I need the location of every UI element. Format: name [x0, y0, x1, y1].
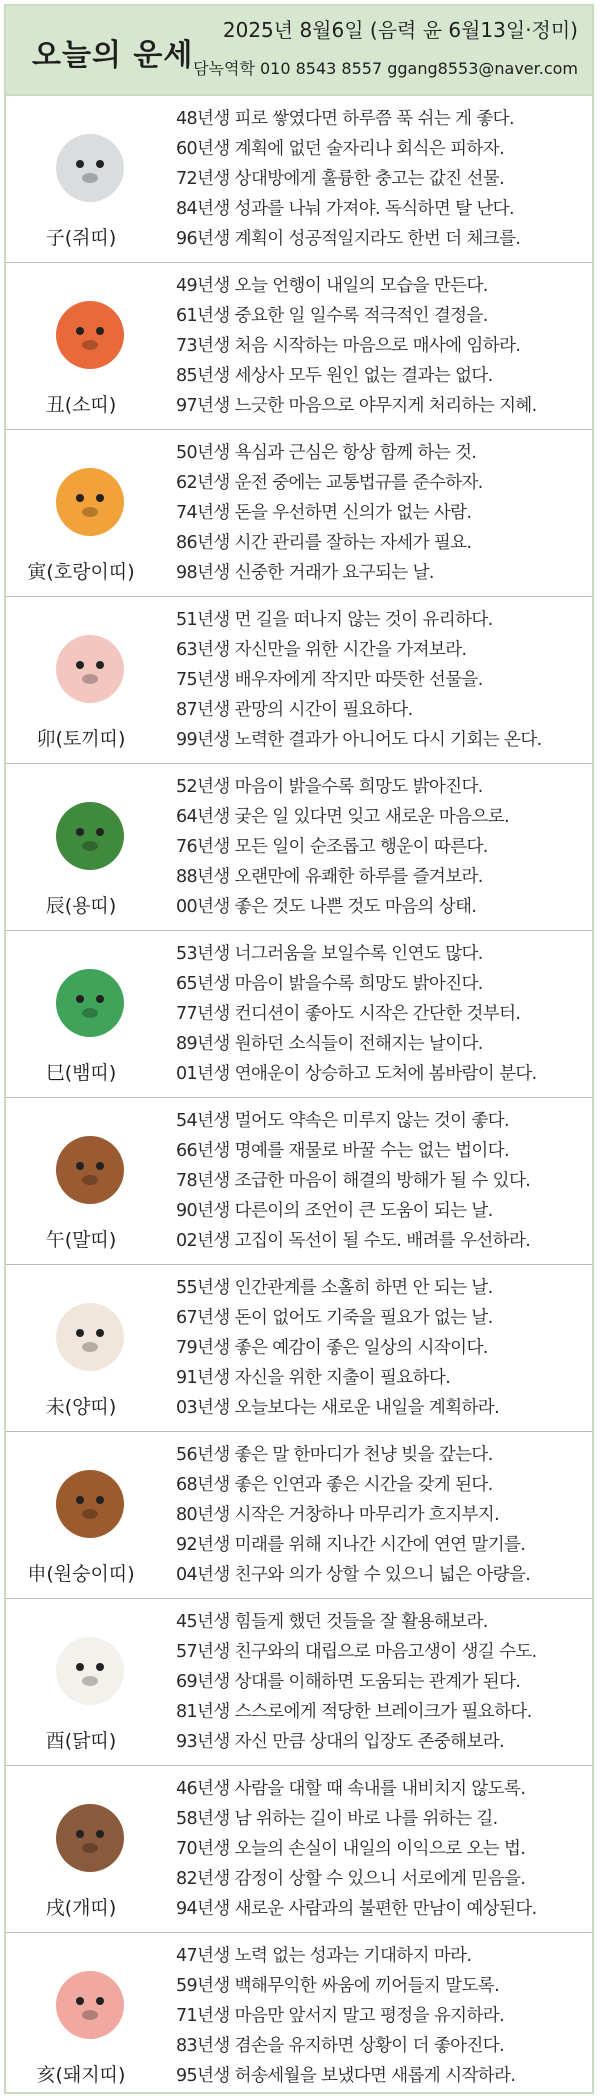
zodiac-animal — [6, 1933, 156, 2099]
fortune-line: 59년생 백해무익한 싸움에 끼어들지 말도록. — [176, 1976, 500, 1996]
fortune-line: 04년생 친구와 의가 상할 수 있으니 넓은 아량을. — [176, 1565, 531, 1585]
fortune-lines — [176, 939, 586, 1089]
zodiac-animal — [6, 1599, 156, 1765]
fortune-lines — [176, 1941, 586, 2091]
fortune-line: 91년생 자신을 위한 지출이 필요하다. — [176, 1368, 451, 1388]
fortune-line: 79년생 좋은 예감이 좋은 일상의 시작이다. — [176, 1338, 488, 1358]
header — [6, 6, 592, 96]
zodiac-row — [6, 1098, 592, 1265]
fortune-line: 81년생 스스로에게 적당한 브레이크가 필요하다. — [176, 1702, 532, 1722]
zodiac-label: 子(쥐띠) — [45, 227, 117, 249]
fortune-line: 96년생 계획이 성공적일지라도 한번 더 체크를. — [176, 229, 521, 249]
fortune-line: 56년생 좋은 말 한마디가 천냥 빚을 갚는다. — [176, 1445, 493, 1465]
fortune-line: 80년생 시작은 거창하나 마무리가 흐지부지. — [176, 1505, 500, 1525]
zodiac-label: 卯(토끼띠) — [36, 728, 126, 750]
fortune-line: 03년생 오늘보다는 새로운 내일을 계획하라. — [176, 1398, 500, 1418]
fortune-lines — [176, 1440, 586, 1590]
fortune-line: 45년생 힘들게 했던 것들을 잘 활용해보라. — [176, 1612, 488, 1632]
fortune-line: 70년생 오늘의 손실이 내일의 이익으로 오는 법. — [176, 1839, 526, 1859]
zodiac-animal — [6, 263, 156, 429]
fortune-line: 73년생 처음 시작하는 마음으로 매사에 임하라. — [176, 336, 521, 356]
fortune-line: 85년생 세상사 모두 원인 없는 결과는 없다. — [176, 366, 493, 386]
fortune-line: 77년생 컨디션이 좋아도 시작은 간단한 것부터. — [176, 1004, 521, 1024]
fortune-line: 99년생 노력한 결과가 아니어도 다시 기회는 온다. — [176, 730, 542, 750]
zodiac-label: 亥(돼지띠) — [36, 2064, 126, 2086]
zodiac-row — [6, 931, 592, 1098]
tiger-icon — [56, 468, 124, 536]
fortune-line: 50년생 욕심과 근심은 항상 함께 하는 것. — [176, 443, 477, 463]
fortune-lines — [176, 605, 586, 755]
fortune-line: 88년생 오랜만에 유쾌한 하루를 즐겨보라. — [176, 867, 483, 887]
fortune-line: 01년생 연애운이 상승하고 도처에 봄바람이 분다. — [176, 1064, 537, 1084]
zodiac-label: 巳(뱀띠) — [45, 1062, 117, 1084]
dog-icon — [56, 1804, 124, 1872]
zodiac-row — [6, 1766, 592, 1933]
fortune-line: 98년생 신중한 거래가 요구되는 날. — [176, 563, 434, 583]
zodiac-label: 丑(소띠) — [45, 394, 117, 416]
fortune-line: 90년생 다른이의 조언이 큰 도움이 되는 날. — [176, 1201, 493, 1221]
zodiac-row — [6, 1933, 592, 2099]
zodiac-row — [6, 1265, 592, 1432]
fortune-line: 58년생 남 위하는 길이 바로 나를 위하는 길. — [176, 1809, 498, 1829]
fortune-line: 84년생 성과를 나눠 가져야. 독식하면 탈 난다. — [176, 199, 514, 219]
fortune-line: 64년생 궂은 일 있다면 잊고 새로운 마음으로. — [176, 807, 509, 827]
zodiac-label: 未(양띠) — [45, 1396, 117, 1418]
dragon-icon — [56, 802, 124, 870]
zodiac-row — [6, 597, 592, 764]
fortune-line: 65년생 마음이 밝을수록 희망도 밝아진다. — [176, 974, 483, 994]
zodiac-row — [6, 1432, 592, 1599]
fortune-line: 48년생 피로 쌓였다면 하루쯤 푹 쉬는 게 좋다. — [176, 109, 514, 129]
zodiac-animal — [6, 931, 156, 1097]
zodiac-animal — [6, 96, 156, 262]
horse-icon — [56, 1136, 124, 1204]
fortune-lines — [176, 772, 586, 922]
page-title: 오늘의 운세 — [32, 38, 194, 73]
fortune-line: 67년생 돈이 없어도 기죽을 필요가 없는 날. — [176, 1308, 493, 1328]
fortune-line: 54년생 멀어도 약속은 미루지 않는 것이 좋다. — [176, 1111, 509, 1131]
fortune-line: 74년생 돈을 우선하면 신의가 없는 사람. — [176, 503, 472, 523]
fortune-line: 83년생 겸손을 유지하면 상황이 더 좋아진다. — [176, 2036, 505, 2056]
fortune-line: 95년생 허송세월을 보냈다면 새롭게 시작하라. — [176, 2066, 516, 2086]
fortune-lines — [176, 271, 586, 421]
fortune-line: 63년생 자신만을 위한 시간을 가져보라. — [176, 640, 467, 660]
fortune-panel — [4, 4, 594, 2094]
fortune-line: 89년생 원하던 소식들이 전해지는 날이다. — [176, 1034, 483, 1054]
pig-icon — [56, 1971, 124, 2039]
fortune-line: 92년생 미래를 위해 지나간 시간에 연연 말기를. — [176, 1535, 526, 1555]
fortune-lines — [176, 438, 586, 588]
rat-icon — [56, 134, 124, 202]
zodiac-animal — [6, 597, 156, 763]
sheep-icon — [56, 1303, 124, 1371]
fortune-line: 69년생 상대를 이해하면 도움되는 관계가 된다. — [176, 1672, 521, 1692]
fortune-line: 93년생 자신 만큼 상대의 입장도 존중해보라. — [176, 1732, 505, 1752]
zodiac-label: 辰(용띠) — [45, 895, 117, 917]
fortune-line: 94년생 새로운 사람과의 불편한 만남이 예상된다. — [176, 1899, 537, 1919]
zodiac-animal — [6, 430, 156, 596]
zodiac-label: 寅(호랑이띠) — [27, 561, 135, 583]
fortune-line: 97년생 느긋한 마음으로 야무지게 처리하는 지혜. — [176, 396, 537, 416]
zodiac-animal — [6, 764, 156, 930]
fortune-line: 86년생 시간 관리를 잘하는 자세가 필요. — [176, 533, 472, 553]
date-line: 2025년 8월6일 (음력 윤 6월13일·정미) — [222, 18, 578, 42]
fortune-line: 02년생 고집이 독선이 될 수도. 배려를 우선하라. — [176, 1231, 531, 1251]
zodiac-label: 酉(닭띠) — [45, 1730, 117, 1752]
fortune-line: 47년생 노력 없는 성과는 기대하지 마라. — [176, 1946, 472, 1966]
fortune-line: 00년생 좋은 것도 나쁜 것도 마음의 상태. — [176, 897, 477, 917]
zodiac-animal — [6, 1432, 156, 1598]
fortune-line: 82년생 감정이 상할 수 있으니 서로에게 믿음을. — [176, 1869, 526, 1889]
zodiac-label: 午(말띠) — [45, 1229, 117, 1251]
fortune-line: 68년생 좋은 인연과 좋은 시간을 갖게 된다. — [176, 1475, 493, 1495]
contact-line: 담녹역학 010 8543 8557 ggang8553@naver.com — [193, 59, 578, 78]
zodiac-row — [6, 263, 592, 430]
fortune-line: 51년생 먼 길을 떠나지 않는 것이 유리하다. — [176, 610, 493, 630]
rabbit-icon — [56, 635, 124, 703]
fortune-lines — [176, 1106, 586, 1256]
fortune-line: 75년생 배우자에게 작지만 따뜻한 선물을. — [176, 670, 483, 690]
fortune-line: 52년생 마음이 밝을수록 희망도 밝아진다. — [176, 777, 483, 797]
fortune-line: 78년생 조급한 마음이 해결의 방해가 될 수 있다. — [176, 1171, 531, 1191]
monkey-icon — [56, 1470, 124, 1538]
zodiac-row — [6, 430, 592, 597]
zodiac-label: 戌(개띠) — [45, 1897, 117, 1919]
zodiac-row — [6, 96, 592, 263]
zodiac-animal — [6, 1265, 156, 1431]
fortune-line: 46년생 사람을 대할 때 속내를 내비치지 않도록. — [176, 1779, 526, 1799]
zodiac-animal — [6, 1098, 156, 1264]
snake-icon — [56, 969, 124, 1037]
zodiac-label: 申(원숭이띠) — [27, 1563, 135, 1585]
zodiac-list — [6, 96, 592, 2099]
fortune-line: 57년생 친구와의 대립으로 마음고생이 생길 수도. — [176, 1642, 537, 1662]
fortune-lines — [176, 104, 586, 254]
fortune-lines — [176, 1774, 586, 1924]
fortune-line: 49년생 오늘 언행이 내일의 모습을 만든다. — [176, 276, 488, 296]
fortune-line: 66년생 명예를 재물로 바꿀 수는 없는 법이다. — [176, 1141, 509, 1161]
zodiac-row — [6, 1599, 592, 1766]
fortune-line: 55년생 인간관계를 소홀히 하면 안 되는 날. — [176, 1278, 493, 1298]
fortune-lines — [176, 1273, 586, 1423]
fortune-lines — [176, 1607, 586, 1757]
ox-icon — [56, 301, 124, 369]
fortune-line: 87년생 관망의 시간이 필요하다. — [176, 700, 413, 720]
fortune-line: 76년생 모든 일이 순조롭고 행운이 따른다. — [176, 837, 488, 857]
fortune-line: 71년생 마음만 앞서지 말고 평정을 유지하라. — [176, 2006, 505, 2026]
fortune-line: 60년생 계획에 없던 술자리나 회식은 피하자. — [176, 139, 505, 159]
fortune-line: 62년생 운전 중에는 교통법규를 준수하자. — [176, 473, 483, 493]
rooster-icon — [56, 1637, 124, 1705]
fortune-line: 72년생 상대방에게 훌륭한 충고는 값진 선물. — [176, 169, 505, 189]
zodiac-animal — [6, 1766, 156, 1932]
fortune-line: 61년생 중요한 일 일수록 적극적인 결정을. — [176, 306, 488, 326]
fortune-line: 53년생 너그러움을 보일수록 인연도 많다. — [176, 944, 483, 964]
zodiac-row — [6, 764, 592, 931]
